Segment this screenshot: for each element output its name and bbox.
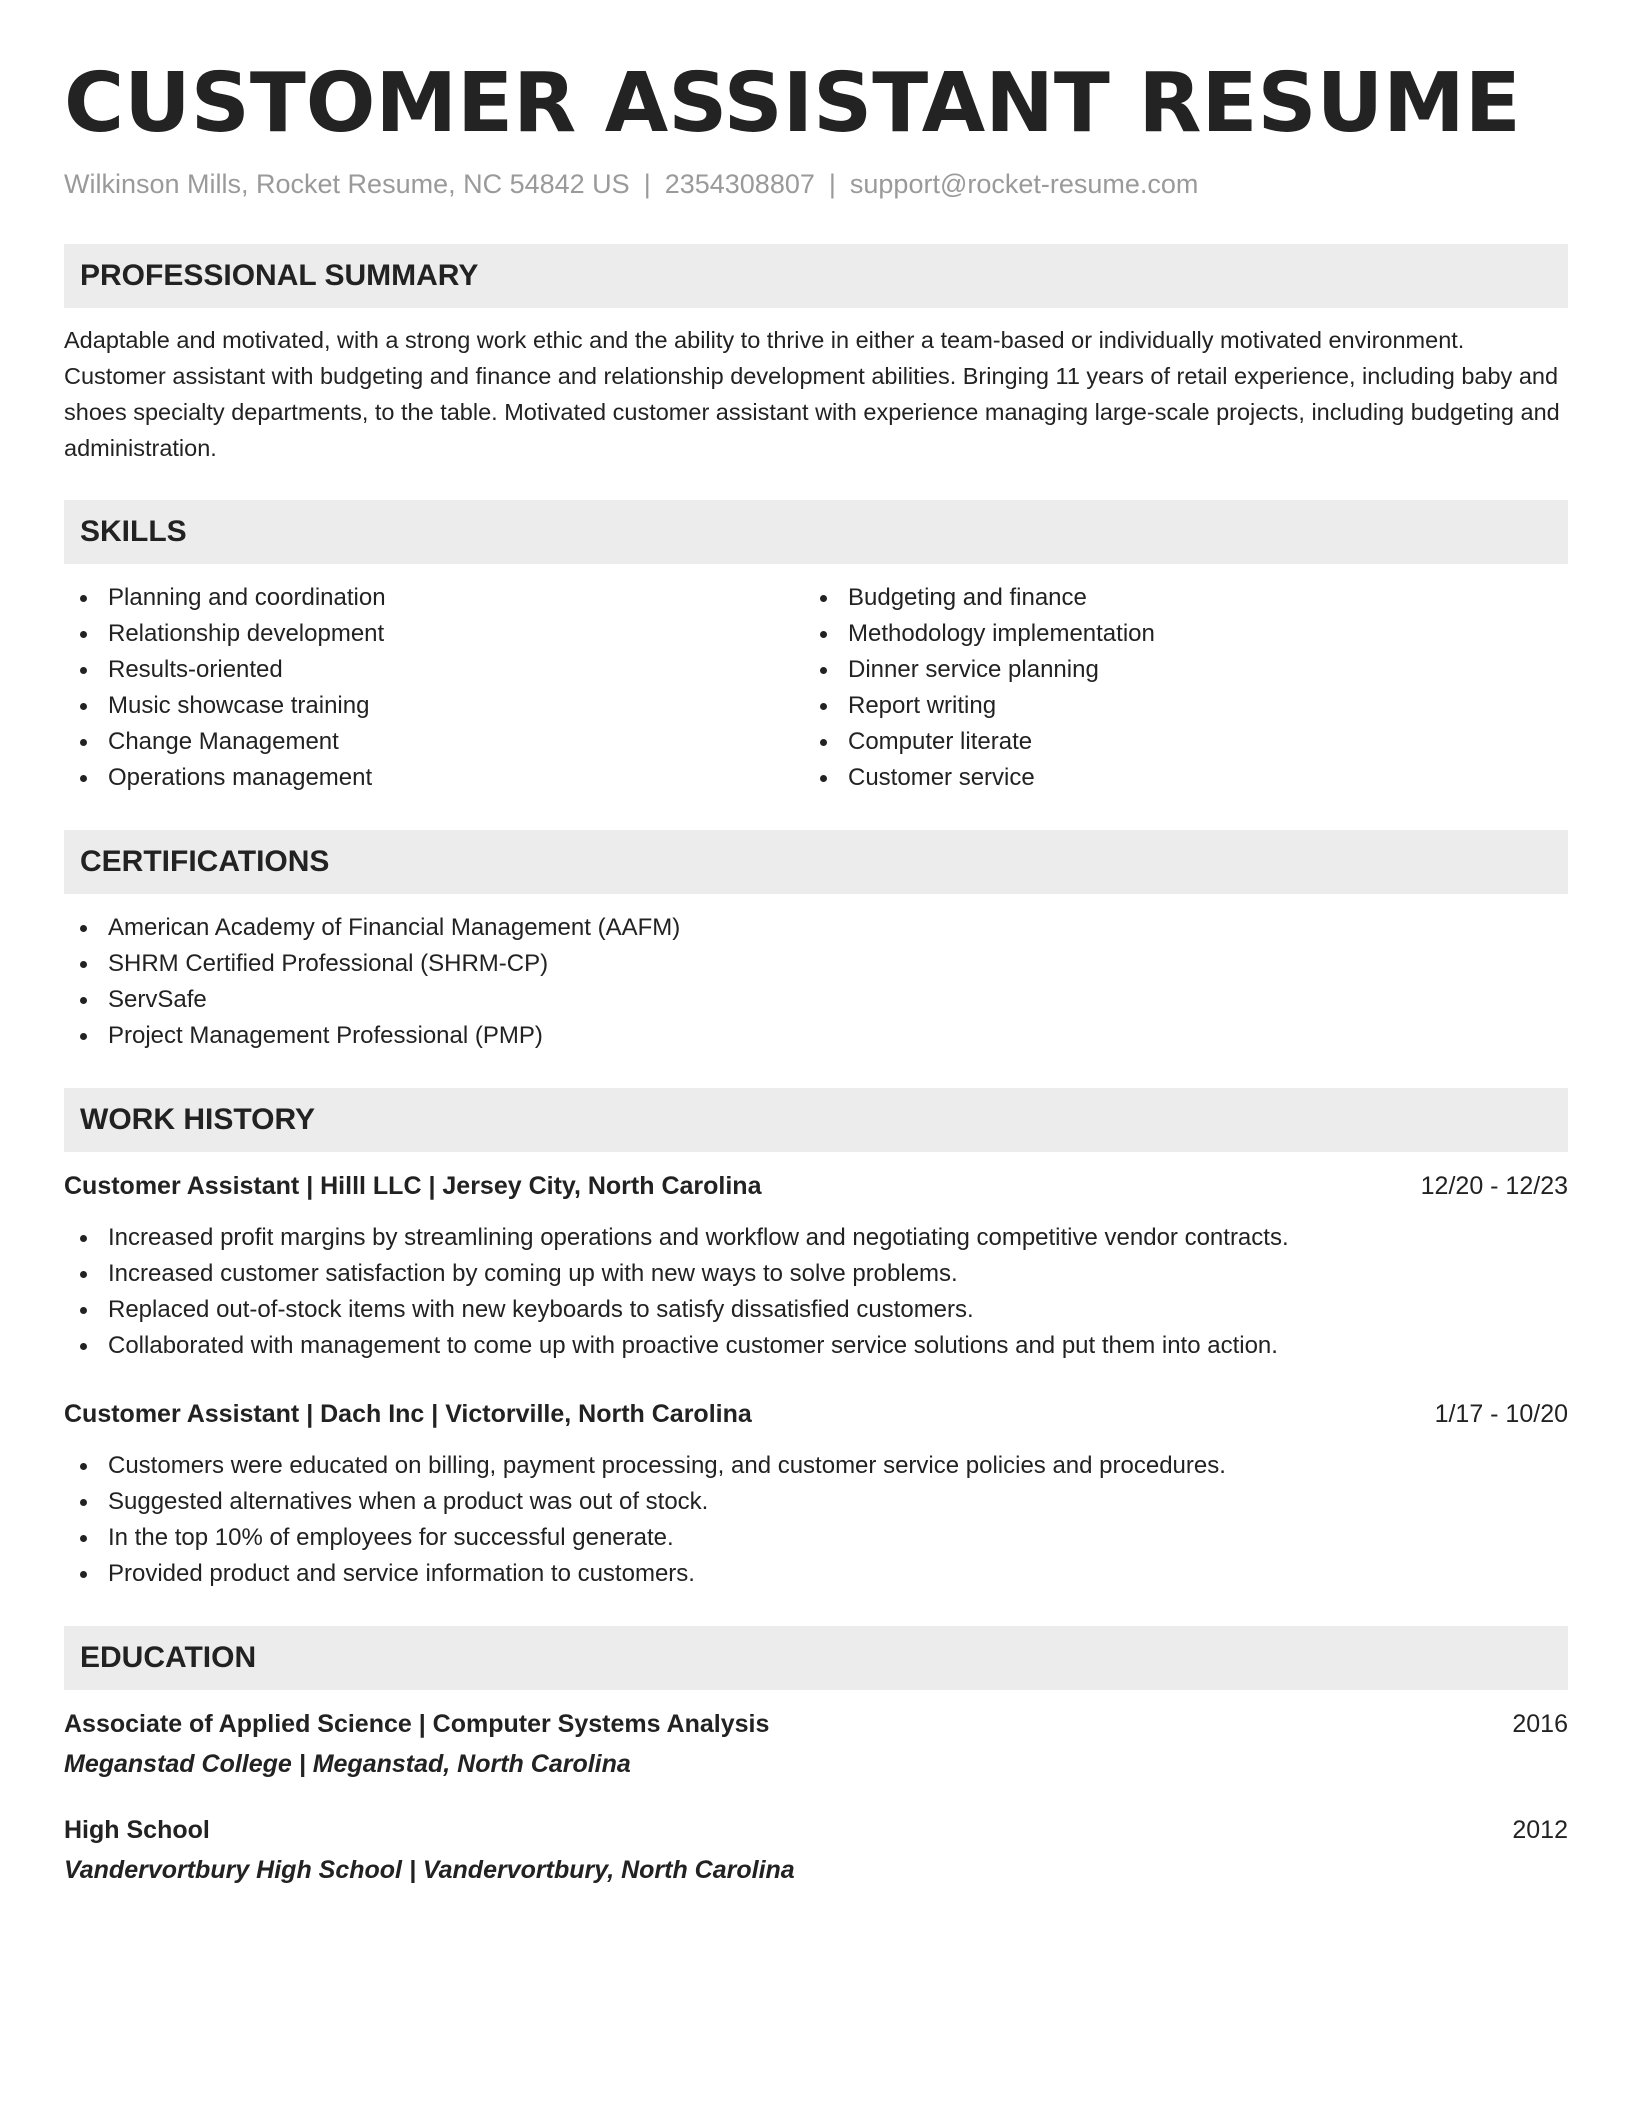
education-school: Meganstad College | Meganstad, North Carolina [64, 1750, 631, 1778]
certification-item: American Academy of Financial Management (AAFM) [64, 910, 1568, 946]
job-dates: 1/17 - 10/20 [1434, 1400, 1568, 1428]
skills-column-left [64, 580, 804, 796]
job-bullets [64, 1448, 1568, 1592]
job-title: Customer Assistant | Hilll LLC | Jersey City, North Carolina [64, 1172, 762, 1200]
skill-item: Computer literate [804, 724, 1544, 760]
skill-item: Budgeting and finance [804, 580, 1544, 616]
education-school: Vandervortbury High School | Vandervortbury, North Carolina [64, 1856, 795, 1884]
job-bullet: Increased profit margins by streamlining operations and workflow and negotiating competitive vendor contracts. [64, 1220, 1568, 1256]
job-dates: 12/20 - 12/23 [1420, 1172, 1568, 1200]
job-entry [64, 1168, 1568, 1364]
skills-column-right [804, 580, 1544, 796]
summary-text: Adaptable and motivated, with a strong work ethic and the ability to thrive in either a team-based or individually motivated environment. Customer assistant with budgeting and finance and relationship development abilities. Bringing 11 years of retail experience, including baby and shoes specialty departments, to the table. Motivated customer assistant with experience managing large-scale projects, including budgeting and administration. [64, 327, 1560, 461]
skill-item: Methodology implementation [804, 616, 1544, 652]
job-bullets [64, 1220, 1568, 1364]
job-bullet: Collaborated with management to come up with proactive customer service solutions and put them into action. [64, 1328, 1568, 1364]
education-year: 2012 [1512, 1816, 1568, 1844]
job-bullet: Increased customer satisfaction by coming up with new ways to solve problems. [64, 1256, 1568, 1292]
education-degree: High School [64, 1816, 210, 1844]
skill-item: Dinner service planning [804, 652, 1544, 688]
section-heading-skills: SKILLS [64, 500, 1568, 564]
education-year: 2016 [1512, 1710, 1568, 1738]
job-bullet: Suggested alternatives when a product was out of stock. [64, 1484, 1568, 1520]
skill-item: Results-oriented [64, 652, 804, 688]
job-header [64, 1396, 1568, 1432]
skill-item: Change Management [64, 724, 804, 760]
education-degree: Associate of Applied Science | Computer Systems Analysis [64, 1710, 770, 1738]
job-entry [64, 1396, 1568, 1592]
section-heading-summary: PROFESSIONAL SUMMARY [64, 244, 1568, 308]
certification-item: Project Management Professional (PMP) [64, 1018, 1568, 1054]
contact-email[interactable]: support@rocket-resume.com [849, 169, 1199, 199]
job-header [64, 1168, 1568, 1204]
skill-item: Music showcase training [64, 688, 804, 724]
section-heading-education: EDUCATION [64, 1626, 1568, 1690]
contact-line [64, 166, 1568, 202]
contact-phone: 2354308807 [664, 169, 815, 199]
job-bullet: Customers were educated on billing, payment processing, and customer service policies and procedures. [64, 1448, 1568, 1484]
job-title: Customer Assistant | Dach Inc | Victorville, North Carolina [64, 1400, 752, 1428]
certification-list [64, 910, 1568, 1054]
contact-address: Wilkinson Mills, Rocket Resume, NC 54842 US [64, 169, 630, 199]
skill-item: Report writing [804, 688, 1544, 724]
skill-item: Planning and coordination [64, 580, 804, 616]
skill-item: Customer service [804, 760, 1544, 796]
contact-separator: | [643, 169, 651, 199]
education-header [64, 1812, 1568, 1848]
certification-item: ServSafe [64, 982, 1568, 1018]
skill-item: Operations management [64, 760, 804, 796]
contact-separator: | [828, 169, 836, 199]
education-entry [64, 1812, 1568, 1888]
resume-title: CUSTOMER ASSISTANT RESUME [64, 56, 1521, 151]
job-bullet: In the top 10% of employees for successful generate. [64, 1520, 1568, 1556]
section-heading-work-history: WORK HISTORY [64, 1088, 1568, 1152]
skill-item: Relationship development [64, 616, 804, 652]
skills-grid [64, 580, 1568, 796]
job-bullet: Replaced out-of-stock items with new keyboards to satisfy dissatisfied customers. [64, 1292, 1568, 1328]
section-heading-certifications: CERTIFICATIONS [64, 830, 1568, 894]
certification-item: SHRM Certified Professional (SHRM-CP) [64, 946, 1568, 982]
education-header [64, 1706, 1568, 1742]
education-entry [64, 1706, 1568, 1782]
job-bullet: Provided product and service information to customers. [64, 1556, 1568, 1592]
